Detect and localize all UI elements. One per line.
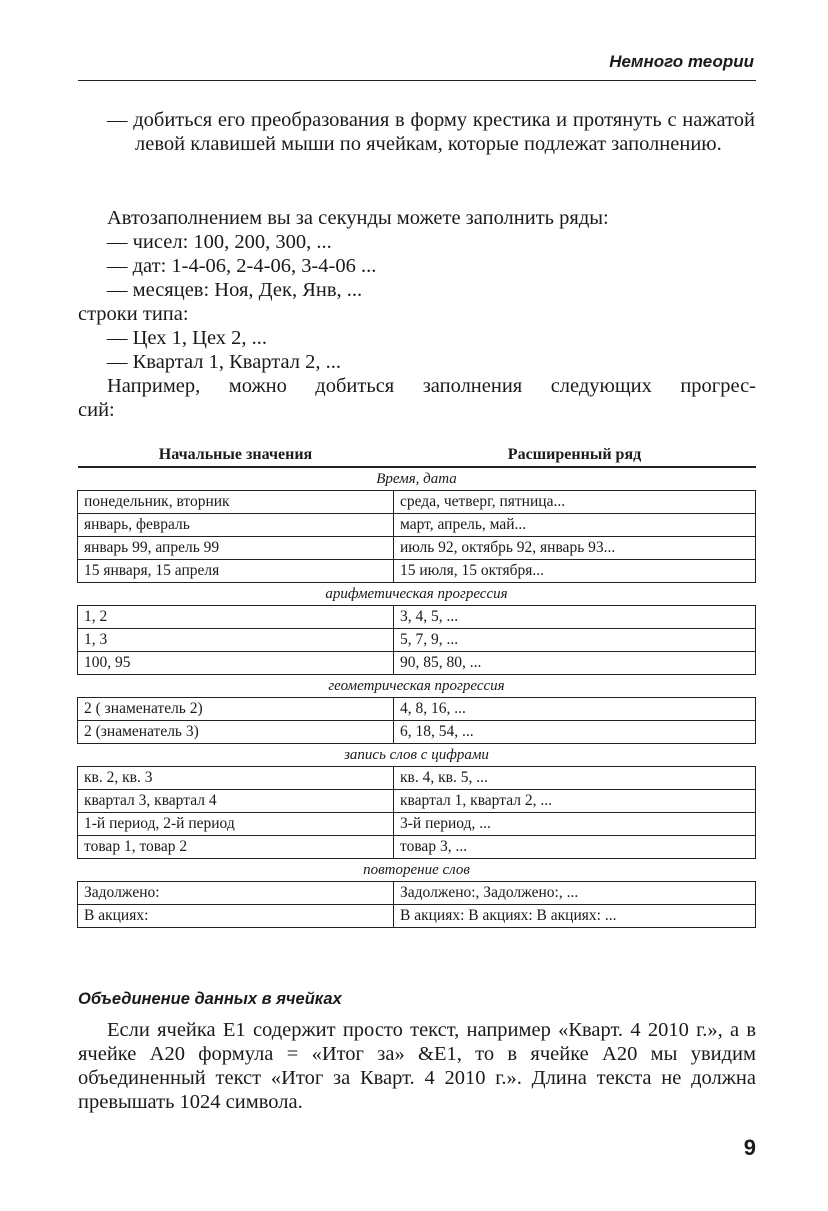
extended-series-cell: Задолжено:, Задолжено:, ... (394, 882, 756, 905)
initial-value-cell: 1-й период, 2-й период (78, 813, 394, 836)
column-header-initial: Начальные значения (78, 443, 394, 467)
table-group-row (78, 675, 756, 698)
initial-value-cell: квартал 3, квартал 4 (78, 790, 394, 813)
bullet-intro-block (107, 108, 755, 156)
extended-series-cell: товар 3, ... (394, 836, 756, 859)
string-item: — Квартал 1, Квартал 2, ... (107, 351, 342, 373)
example-line: сий: (78, 399, 115, 421)
table-row (78, 606, 756, 629)
table-row (78, 882, 756, 905)
extended-series-cell: 90, 85, 80, ... (394, 652, 756, 675)
initial-value-cell: кв. 2, кв. 3 (78, 767, 394, 790)
initial-value-cell: 2 (знаменатель 3) (78, 721, 394, 744)
section-heading: Объединение данных в ячейках (78, 990, 342, 1008)
extended-series-cell: март, апрель, май... (394, 514, 756, 537)
table-group-row (78, 583, 756, 606)
extended-series-cell: 6, 18, 54, ... (394, 721, 756, 744)
table-group-title: геометрическая прогрессия (328, 677, 505, 694)
extended-series-cell: среда, четверг, пятница... (394, 491, 756, 514)
table-row (78, 905, 756, 928)
extended-series-cell: 4, 8, 16, ... (394, 698, 756, 721)
table-row (78, 652, 756, 675)
initial-value-cell: 15 января, 15 апреля (78, 560, 394, 583)
initial-value-cell: 1, 2 (78, 606, 394, 629)
extended-series-cell: квартал 1, квартал 2, ... (394, 790, 756, 813)
extended-series-cell: В акциях: В акциях: В акциях: ... (394, 905, 756, 928)
initial-value-cell: 1, 3 (78, 629, 394, 652)
series-item: — месяцев: Ноя, Дек, Янв, ... (107, 279, 363, 301)
table-row (78, 537, 756, 560)
table-row (78, 790, 756, 813)
table-row (78, 836, 756, 859)
initial-value-cell: 2 ( знаменатель 2) (78, 698, 394, 721)
strings-label: строки типа: (78, 303, 189, 325)
initial-value-cell: январь 99, апрель 99 (78, 537, 394, 560)
initial-value-cell: товар 1, товар 2 (78, 836, 394, 859)
autofill-intro: Автозаполнением вы за секунды можете заполнить ряды: (107, 207, 609, 229)
string-item: — Цех 1, Цех 2, ... (107, 327, 268, 349)
example-line: Например, можно добиться заполнения следующих прогрес- (107, 375, 756, 397)
series-item: — чисел: 100, 200, 300, ... (107, 231, 332, 253)
table-row (78, 767, 756, 790)
table-row (78, 491, 756, 514)
initial-value-cell: В акциях: (78, 905, 394, 928)
initial-value-cell: Задолжено: (78, 882, 394, 905)
extended-series-cell: 15 июля, 15 октября... (394, 560, 756, 583)
running-header-title: Немного теории (609, 52, 754, 71)
header-rule (78, 80, 756, 81)
extended-series-cell: кв. 4, кв. 5, ... (394, 767, 756, 790)
bullet-intro: — добиться его преобразования в форму крестика и протянуть с нажатой левой клавишей мыши по ячейкам, которые подлежат заполнению. (107, 109, 755, 155)
table-group-row (78, 744, 756, 767)
merge-paragraph: Если ячейка E1 содержит просто текст, например «Кварт. 4 2010 г.», а в ячейке A20 формула = «Итог за» &E1, то в ячейке A20 мы увидим объединенный текст «Итог за Кварт. 4 2010 г.». Длина текста не должна превышать 1024 символа. (78, 1019, 756, 1113)
table-group-row (78, 467, 756, 491)
autofill-block (78, 206, 756, 422)
column-header-extended: Расширенный ряд (394, 443, 756, 467)
table-row (78, 560, 756, 583)
table-group-title: запись слов с цифрами (344, 746, 489, 763)
table-row (78, 813, 756, 836)
initial-value-cell: январь, февраль (78, 514, 394, 537)
progression-table (77, 443, 756, 928)
table-group-title: повторение слов (363, 861, 470, 878)
series-item: — дат: 1-4-06, 2-4-06, 3-4-06 ... (107, 255, 377, 277)
table-group-row (78, 859, 756, 882)
extended-series-cell: июль 92, октябрь 92, январь 93... (394, 537, 756, 560)
extended-series-cell: 3-й период, ... (394, 813, 756, 836)
table-row (78, 629, 756, 652)
page-number: 9 (743, 1135, 756, 1160)
table-group-title: Время, дата (376, 470, 457, 487)
initial-value-cell: 100, 95 (78, 652, 394, 675)
table-group-title: арифметическая прогрессия (325, 585, 508, 602)
table-row (78, 514, 756, 537)
initial-value-cell: понедельник, вторник (78, 491, 394, 514)
table-row (78, 698, 756, 721)
extended-series-cell: 3, 4, 5, ... (394, 606, 756, 629)
table-body (78, 467, 756, 928)
table-row (78, 721, 756, 744)
extended-series-cell: 5, 7, 9, ... (394, 629, 756, 652)
merge-paragraph-block (78, 1018, 756, 1114)
